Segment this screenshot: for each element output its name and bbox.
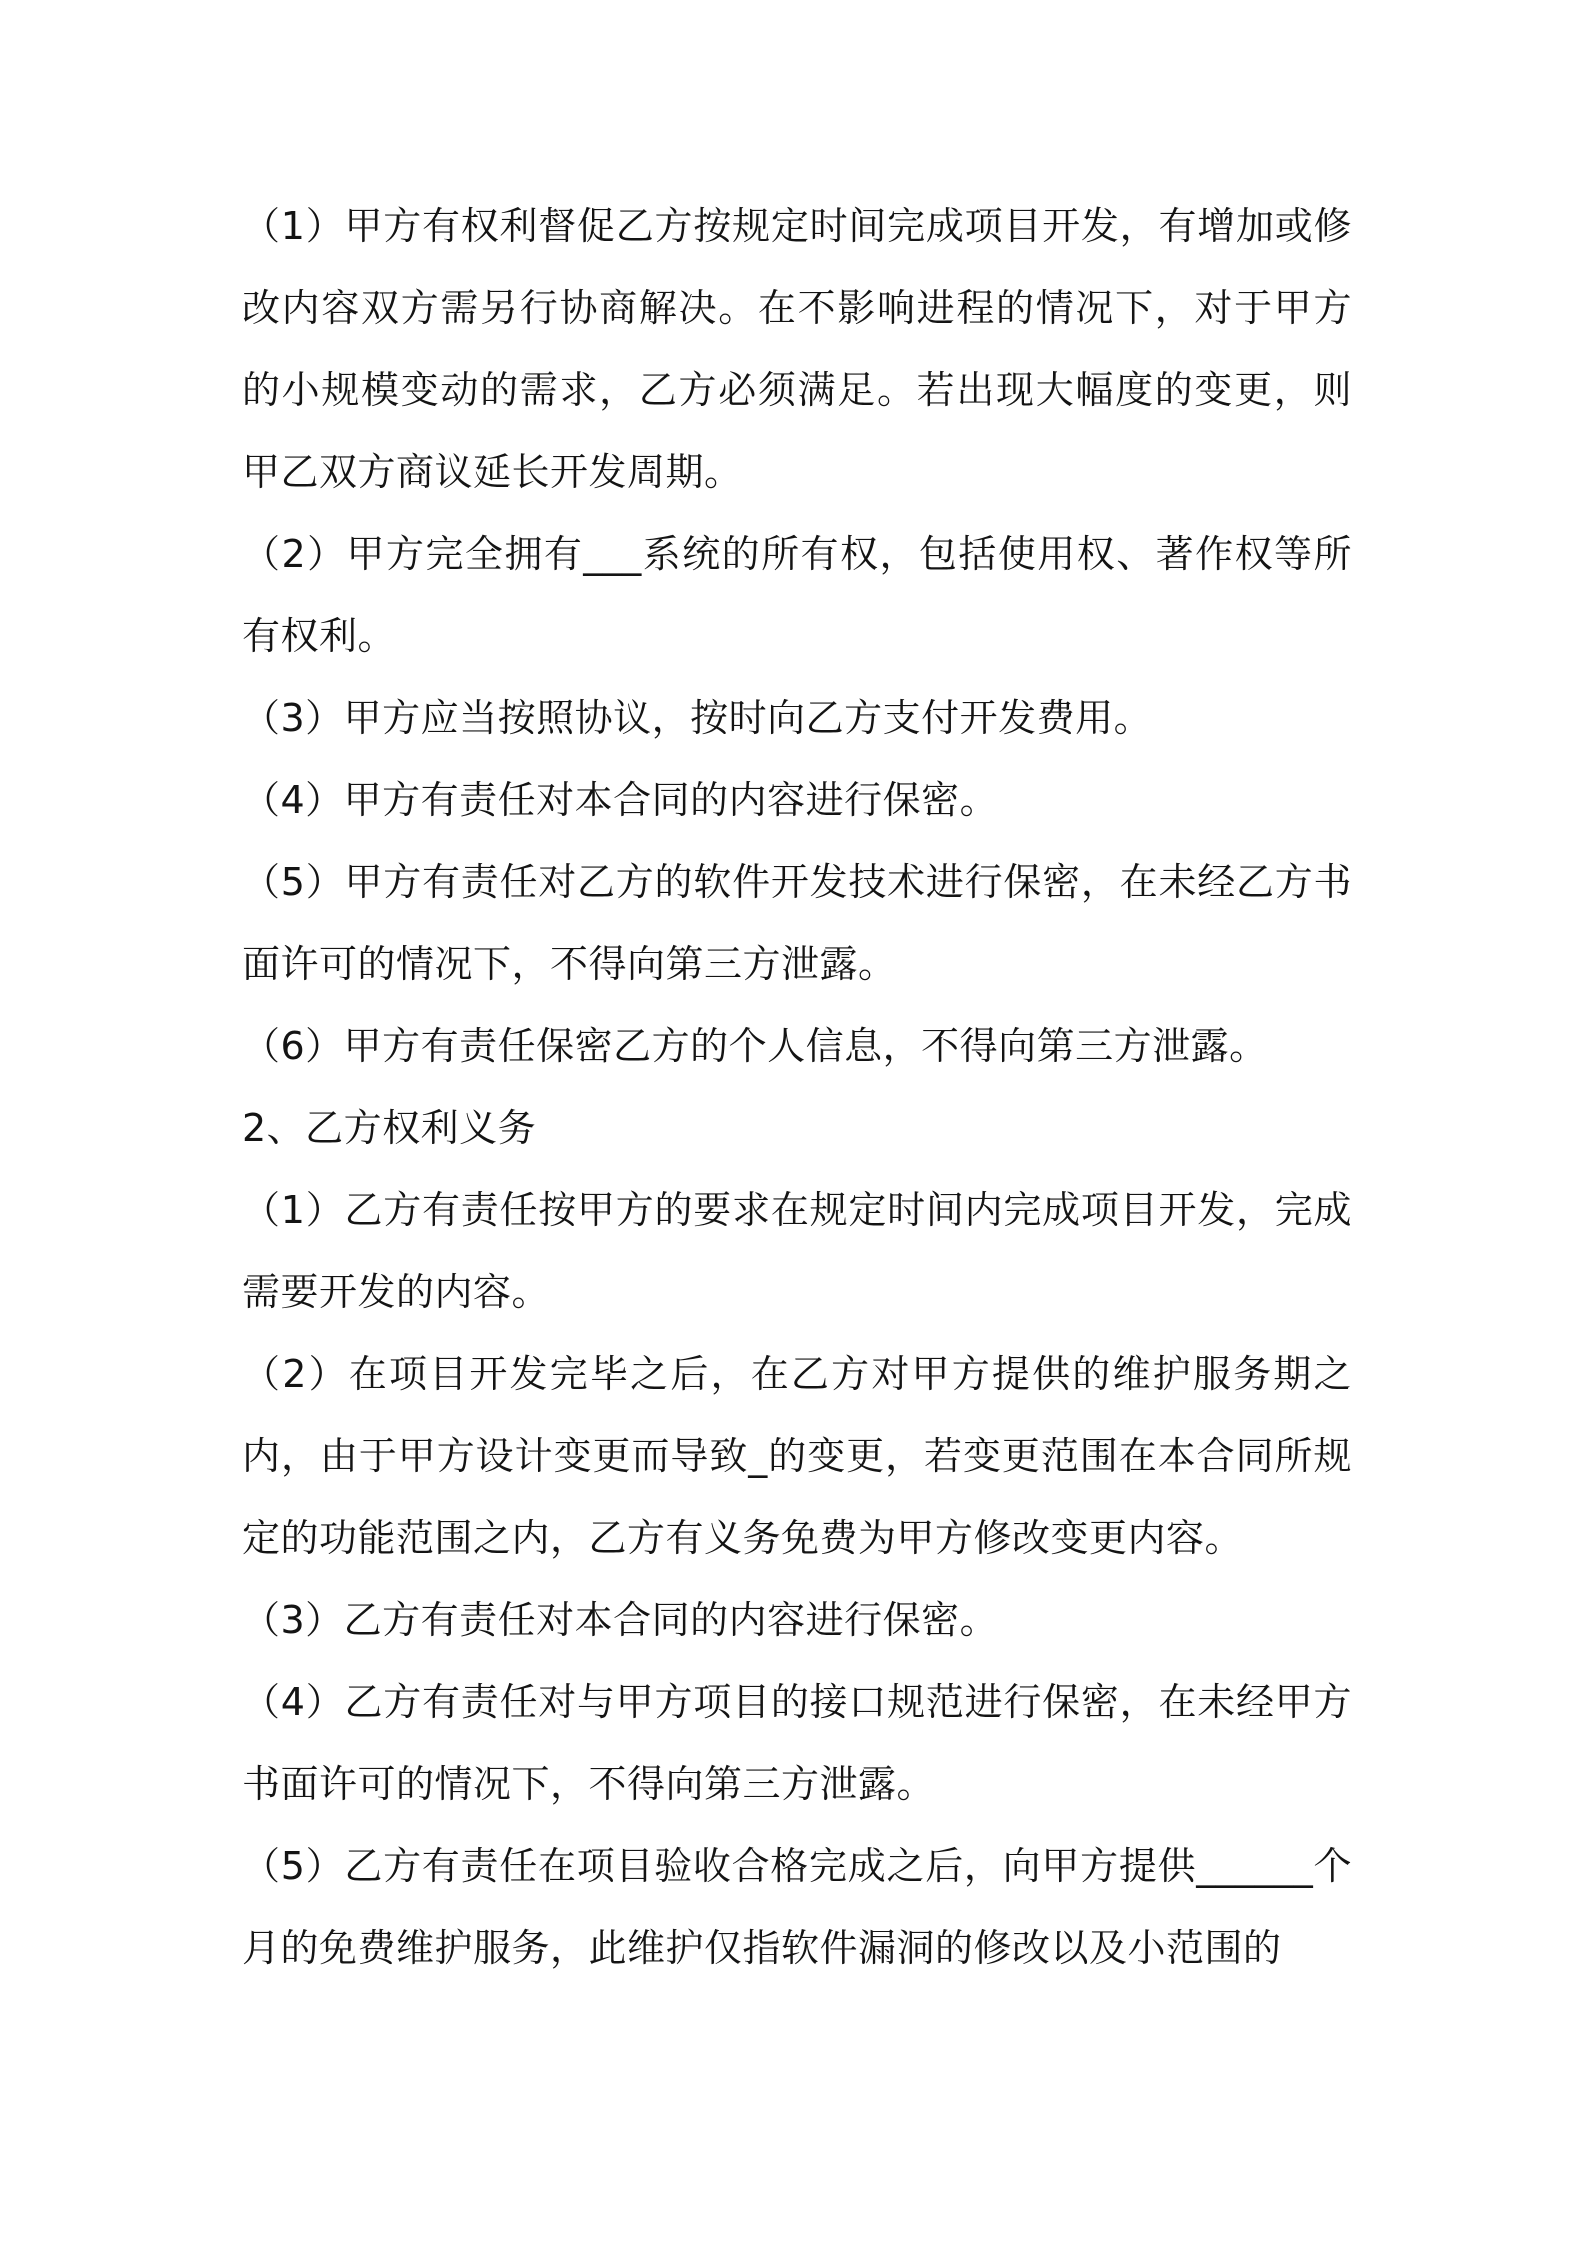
document-body [242, 185, 1352, 1989]
clause-party-a-4: （4）甲方有责任对本合同的内容进行保密。 [242, 778, 999, 822]
clause-party-a-3: （3）甲方应当按照协议，按时向乙方支付开发费用。 [242, 696, 1153, 740]
clause-party-a-2: （2）甲方完全拥有___系统的所有权，包括使用权、著作权等所有权利。 [242, 532, 1352, 658]
clause-party-b-3: （3）乙方有责任对本合同的内容进行保密。 [242, 1598, 999, 1642]
clause-party-b-1: （1）乙方有责任按甲方的要求在规定时间内完成项目开发，完成需要开发的内容。 [242, 1188, 1352, 1314]
clause-party-a-1: （1）甲方有权利督促乙方按规定时间完成项目开发，有增加或修改内容双方需另行协商解决。在不影响进程的情况下，对于甲方的小规模变动的需求，乙方必须满足。若出现大幅度的变更，则甲乙双方商议延长开发周期。 [242, 204, 1352, 494]
section-heading-party-b: 2、乙方权利义务 [242, 1106, 537, 1150]
clause-party-b-5: （5）乙方有责任在项目验收合格完成之后，向甲方提供______个月的免费维护服务，此维护仅指软件漏洞的修改以及小范围的 [242, 1844, 1352, 1970]
clause-party-a-5: （5）甲方有责任对乙方的软件开发技术进行保密，在未经乙方书面许可的情况下，不得向第三方泄露。 [242, 860, 1352, 986]
clause-party-b-4: （4）乙方有责任对与甲方项目的接口规范进行保密，在未经甲方书面许可的情况下，不得向第三方泄露。 [242, 1680, 1352, 1806]
clause-party-b-2: （2）在项目开发完毕之后，在乙方对甲方提供的维护服务期之内，由于甲方设计变更而导致_的变更，若变更范围在本合同所规定的功能范围之内，乙方有义务免费为甲方修改变更内容。 [242, 1352, 1352, 1560]
clause-party-a-6: （6）甲方有责任保密乙方的个人信息，不得向第三方泄露。 [242, 1024, 1268, 1068]
